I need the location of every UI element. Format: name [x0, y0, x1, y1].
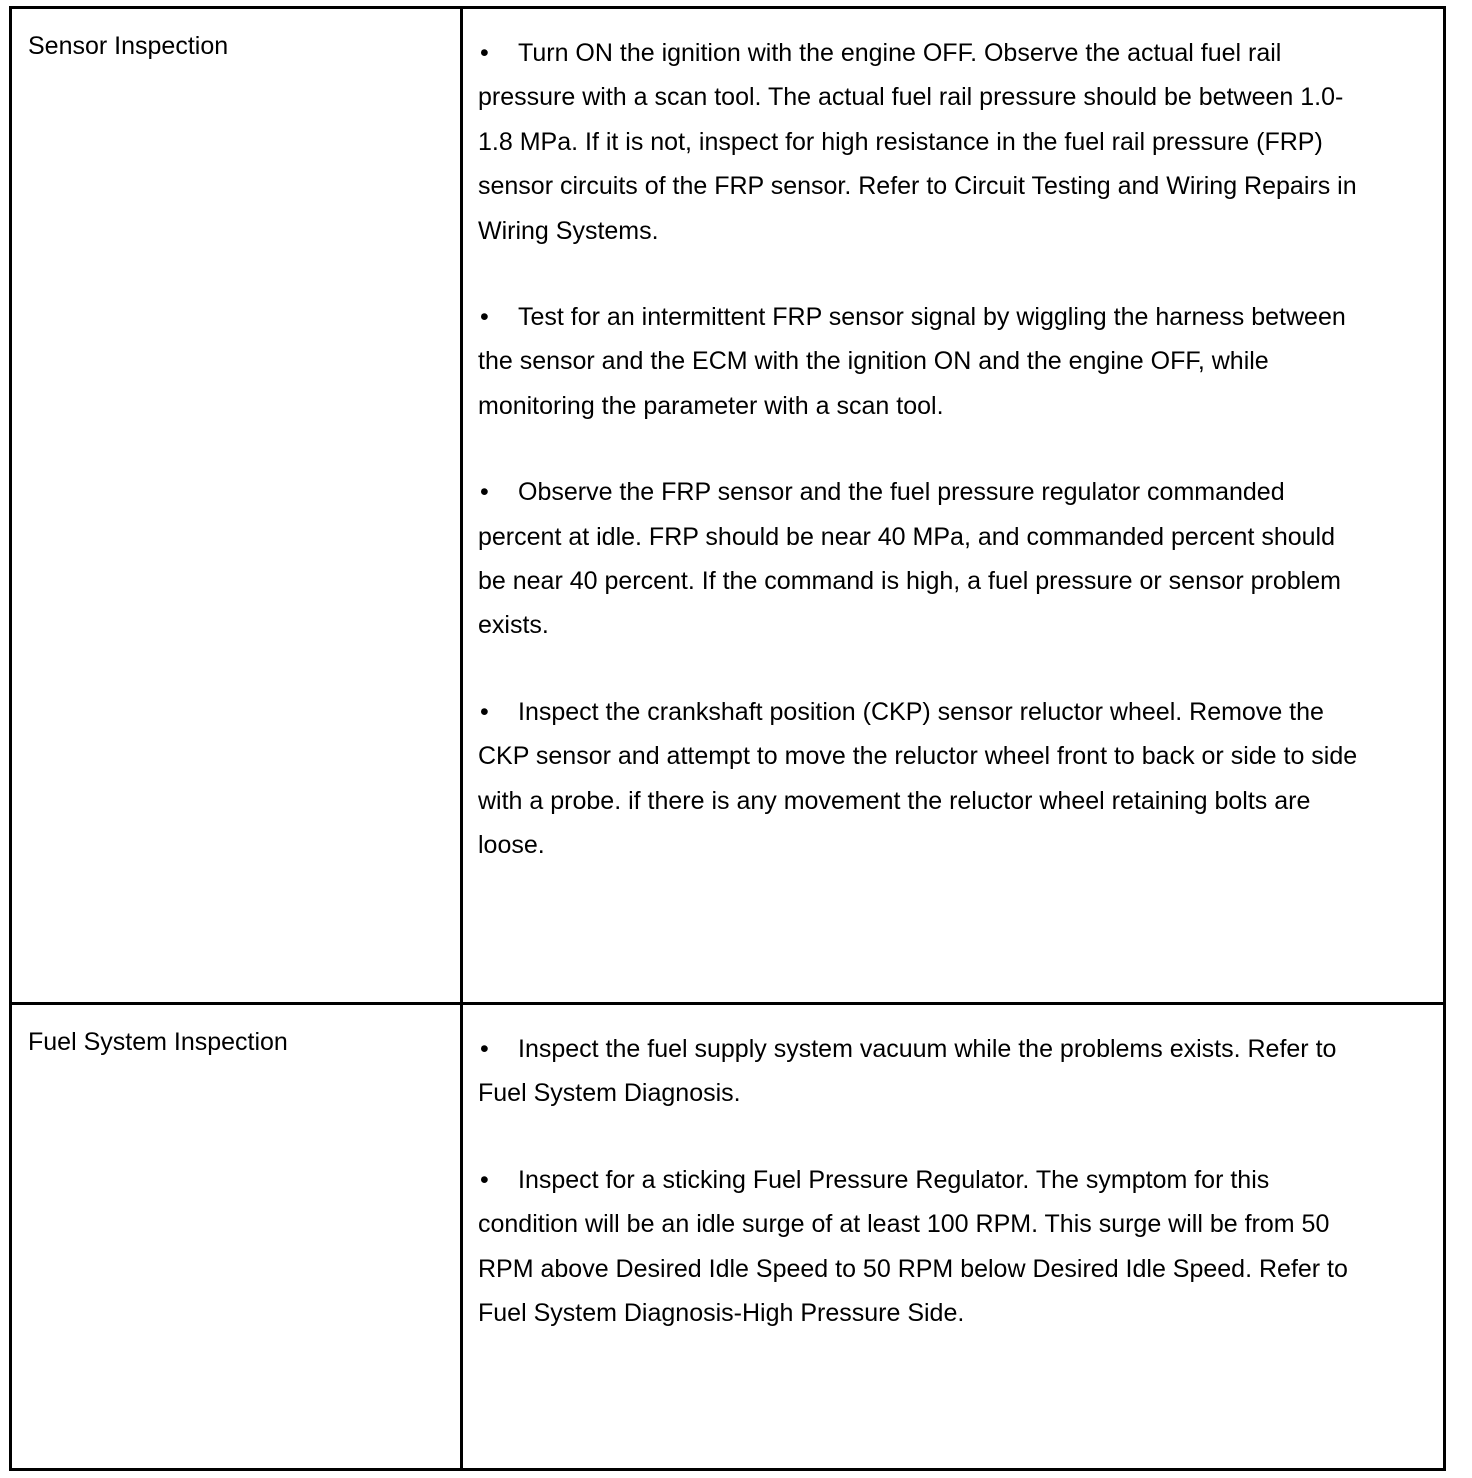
bullet-text: Test for an intermittent FRP sensor signal by wiggling the harness between the sensor and the ECM with the ignition ON and the engine OFF, while monitoring the parameter with a scan tool. [478, 303, 1346, 420]
bullet-icon: • [480, 478, 489, 507]
bullet-icon: • [480, 303, 489, 332]
table-row-sensor-inspection [12, 9, 1443, 1005]
bullet-text: Turn ON the ignition with the engine OFF. Observe the actual fuel rail pressure with a scan tool. The actual fuel rail pressure should be between 1.0-1.8 MPa. If it is not, inspect for high resistance in the fuel rail pressure (FRP) sensor circuits of the FRP sensor. Refer to Circuit Testing and Wiring Repairs in Wiring Systems. [478, 39, 1357, 245]
bullet-text: Inspect the fuel supply system vacuum while the problems exists. Refer to Fuel System Diagnosis. [478, 1035, 1337, 1108]
bullet-text: Inspect for a sticking Fuel Pressure Regulator. The symptom for this condition will be an idle surge of at least 100 RPM. This surge will be from 50 RPM above Desired Idle Speed to 50 RPM below Desired Idle Speed. Refer to Fuel System Diagnosis-High Pressure Side. [478, 1165, 1348, 1328]
bullet-icon: • [480, 1035, 489, 1063]
bullet-icon: • [480, 697, 489, 726]
bullet-item [478, 295, 1363, 428]
bullet-icon: • [480, 1165, 489, 1194]
row-content [478, 31, 1363, 910]
row-label: Fuel System Inspection [28, 1028, 288, 1056]
row-content [478, 1027, 1363, 1377]
bullet-text: Inspect the crankshaft position (CKP) sensor reluctor wheel. Remove the CKP sensor and attempt to move the reluctor wheel front to back or side to side with a probe. if there is any movement the reluctor wheel retaining bolts are loose. [478, 697, 1358, 860]
table-row-fuel-system-inspection [12, 1005, 1443, 1468]
bullet-icon: • [480, 39, 489, 67]
column-divider [460, 9, 463, 1002]
column-divider [460, 1005, 463, 1468]
bullet-item [478, 690, 1363, 868]
bullet-item [478, 1158, 1363, 1336]
bullet-item [478, 31, 1363, 253]
bullet-item [478, 1027, 1363, 1116]
diagnostic-table [9, 6, 1446, 1471]
bullet-text: Observe the FRP sensor and the fuel pressure regulator commanded percent at idle. FRP should be near 40 MPa, and commanded percent should be near 40 percent. If the command is high, a fuel pressure or sensor problem exists. [478, 478, 1341, 640]
bullet-item [478, 470, 1363, 648]
row-label: Sensor Inspection [28, 32, 229, 60]
